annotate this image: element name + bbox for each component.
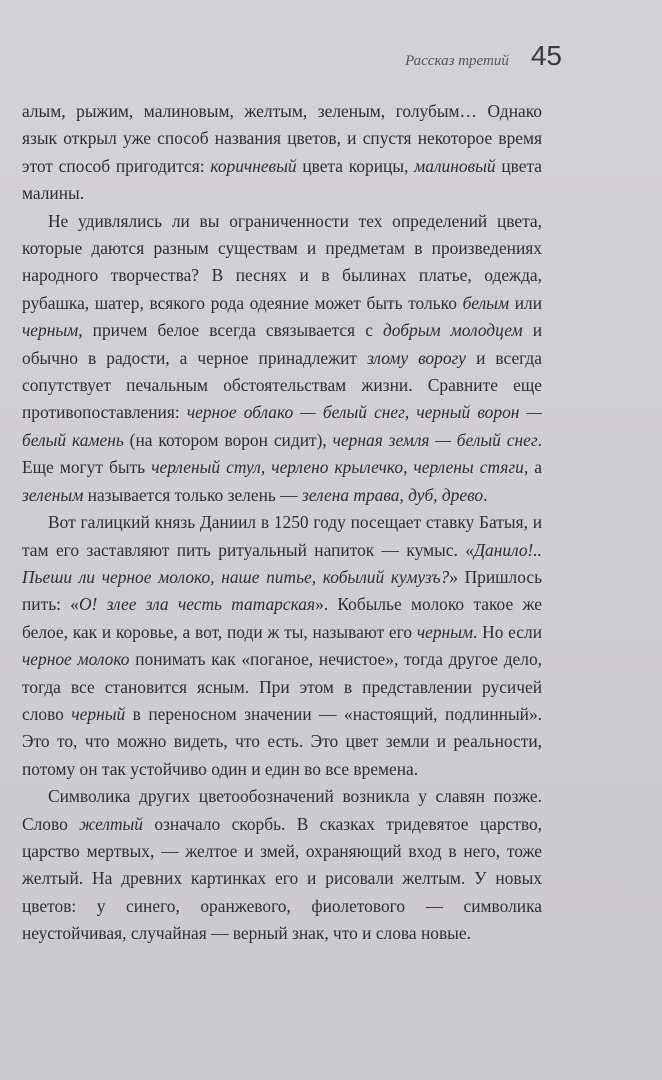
body-text (22, 98, 542, 948)
italic-term: коричневый (210, 155, 297, 176)
italic-term: зеленым (22, 484, 84, 505)
text-run: Не удивлялись ли вы ограниченности тех определений цвета, которые даются разным существам и предметам в произведениях народного творчества? В песнях и в былинах платье, одежда, рубашка, шатер, всякого рода одеяние может быть только (22, 210, 542, 313)
text-run: (на котором ворон сидит), (123, 429, 333, 450)
italic-term: черным (416, 621, 474, 642)
text-run: . (483, 484, 488, 505)
text-run: цвета корицы, (296, 155, 415, 176)
italic-term: черленый стул, черлено крылечко, черлены стяги (151, 457, 524, 478)
text-run: ». Кобылье молоко такое же белое, как и коровье, а вот, поди ж ты, называют его (22, 594, 542, 642)
text-run: и всегда сопутствует печальным обстоятельствам жизни. Сравните еще противопоставления: (22, 347, 542, 423)
text-run: в переносном значении — «настоящий, подлинный». Это то, что можно видеть, что есть. Это цвет земли и реальности, потому он так устойчиво один и един во все времена. (22, 703, 542, 779)
italic-term: малиновый (414, 155, 496, 176)
page-header (405, 40, 562, 72)
italic-quote: Данило!.. Пьеши ли черное молоко, наше питье, кобылий кумузъ? (22, 539, 542, 587)
text-run: и обычно в радости, а черное принадлежит (22, 320, 542, 368)
page-number: 45 (530, 40, 562, 71)
italic-term: черное молоко (22, 649, 130, 670)
italic-term: зелена трава, дуб, древо (301, 484, 484, 505)
text-run: Символика других цветообозначений возникла у славян позже. Слово (22, 786, 542, 834)
text-run: алым, рыжим, малиновым, желтым, зеленым, голубым… Однако язык открыл уже способ названия цветов, и спустя некоторое время этот способ пригодится: (22, 101, 542, 176)
paragraph-2 (22, 208, 542, 509)
text-run: или (509, 292, 543, 313)
text-run: понимать как «поганое, нечистое», тогда другое дело, тогда все становится ясным. При этом в представлении русичей слово (22, 649, 542, 724)
running-title: Рассказ третий (405, 53, 509, 69)
text-run: , причем белое всегда связывается с (78, 320, 383, 341)
text-run: » Пришлось пить: « (22, 566, 542, 615)
italic-term: черная земля — белый снег (332, 429, 538, 450)
text-run: цвета малины. (22, 155, 543, 204)
italic-term: добрым молодцем (383, 320, 523, 341)
italic-quote: О! злее зла честь татарская (79, 594, 316, 615)
text-run: , а (523, 457, 543, 478)
text-run: Вот галицкий князь Даниил в 1250 году посещает ставку Батыя, и там его заставляют пить ритуальный напиток — кумыс. « (22, 512, 542, 560)
paragraph-4 (22, 783, 542, 947)
paragraph-3 (22, 509, 542, 783)
text-run: означало скорбь. В сказках тридевятое царство, царство мертвых, — желтое и змей, охраняющий вход в него, тоже желтый. На древних картинках его и рисовали желтым. У новых цветов: у синего, оранжевого, фиолетового — символика неустойчивая, случайная — верный знак, что и слова новые. (22, 813, 543, 944)
italic-term: злому ворогу (367, 347, 467, 368)
text-run: называется только зелень — (83, 484, 302, 505)
italic-term: желтый (79, 813, 143, 834)
italic-term: черным (22, 320, 79, 341)
text-run: . Но если (473, 621, 543, 642)
italic-term: черный (71, 703, 126, 724)
italic-term: черное облако — белый снег, черный ворон — белый камень (22, 402, 542, 450)
text-run: . Еще могут быть (22, 429, 542, 478)
italic-term: белым (462, 292, 510, 313)
paragraph-1 (22, 98, 542, 208)
